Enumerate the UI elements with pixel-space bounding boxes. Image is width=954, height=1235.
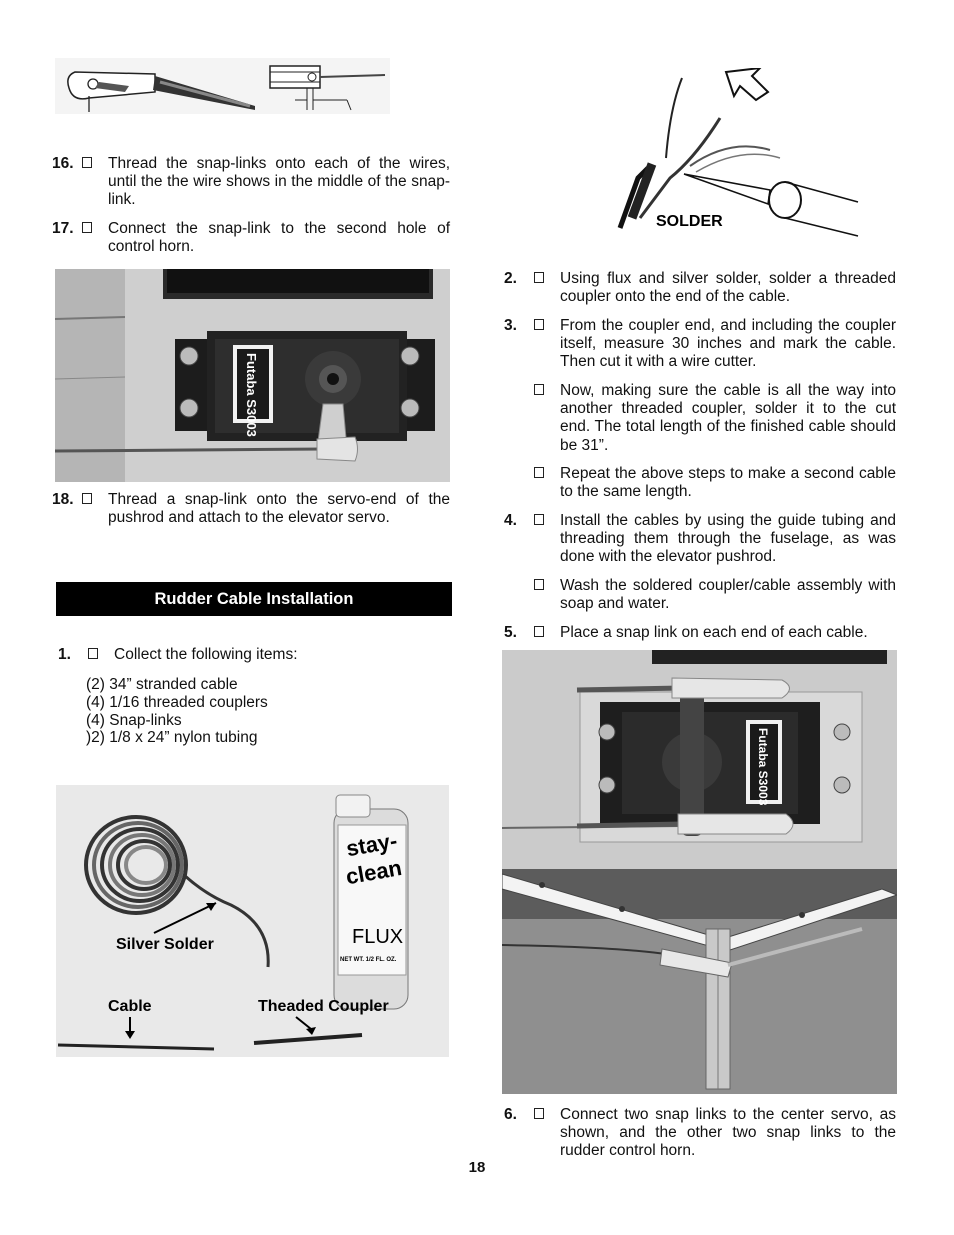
checkbox[interactable] bbox=[534, 579, 544, 590]
step-text: Thread the snap-links onto each of the wires, until the the wire shows in the middle of the snap-link. bbox=[108, 155, 450, 209]
step-number: 4. bbox=[504, 512, 517, 529]
list-item: (4) 1/16 threaded couplers bbox=[86, 693, 268, 711]
step-18 bbox=[52, 491, 450, 531]
checkbox[interactable] bbox=[534, 319, 544, 330]
rudder-step-1 bbox=[58, 646, 450, 666]
rudder-horn-photo bbox=[502, 869, 897, 1094]
list-item: )2) 1/8 x 24” nylon tubing bbox=[86, 729, 258, 747]
step-3c bbox=[504, 465, 896, 505]
checkbox[interactable] bbox=[534, 514, 544, 525]
supplies-photo bbox=[56, 785, 449, 1057]
step-text: Now, making sure the cable is all the way into another threaded coupler, solder it to the cut end. The total length of the finished cable should be 31”. bbox=[560, 382, 896, 454]
step-text: Thread a snap-link onto the servo-end of the pushrod and attach to the elevator servo. bbox=[108, 491, 450, 527]
silver-solder-label: Silver Solder bbox=[116, 936, 214, 953]
checkbox[interactable] bbox=[88, 648, 98, 659]
step-text: Repeat the above steps to make a second cable to the same length. bbox=[560, 465, 896, 501]
step-number: 16. bbox=[52, 155, 74, 172]
snap-link-diagram bbox=[55, 58, 390, 114]
section-heading: Rudder Cable Installation bbox=[56, 582, 452, 616]
step-number: 18. bbox=[52, 491, 74, 508]
step-17 bbox=[52, 220, 450, 260]
coupler-label: Theaded Coupler bbox=[258, 998, 389, 1015]
step-number: 2. bbox=[504, 270, 517, 287]
checkbox[interactable] bbox=[534, 384, 544, 395]
cable-label: Cable bbox=[108, 998, 152, 1015]
step-number: 6. bbox=[504, 1106, 517, 1123]
servo-label-text: Futaba S3003 bbox=[244, 353, 259, 437]
step-4b bbox=[504, 577, 896, 617]
servo-label-text-2: Futaba S3003 bbox=[756, 728, 770, 806]
step-text: Wash the soldered coupler/cable assembly with soap and water. bbox=[560, 577, 896, 613]
step-number: 5. bbox=[504, 624, 517, 641]
checkbox[interactable] bbox=[534, 467, 544, 478]
step-6 bbox=[504, 1106, 896, 1164]
step-text: Install the cables by using the guide tubing and threading them through the fuselage, as was done with the elevator pushrod. bbox=[560, 512, 896, 566]
step-text: From the coupler end, and including the coupler itself, measure 30 inches and mark the cable. Then cut it with a wire cutter. bbox=[560, 317, 896, 371]
checkbox[interactable] bbox=[534, 626, 544, 637]
step-3b bbox=[504, 382, 896, 458]
checkbox[interactable] bbox=[534, 272, 544, 283]
step-text: Place a snap link on each end of each cable. bbox=[560, 624, 868, 641]
step-text: Collect the following items: bbox=[114, 646, 298, 663]
solder-label: SOLDER bbox=[656, 213, 723, 230]
servo-photo bbox=[55, 269, 450, 482]
bottle-flux: FLUX bbox=[352, 926, 404, 948]
step-2 bbox=[504, 270, 896, 310]
solder-diagram bbox=[610, 68, 860, 238]
bottle-brand-line1: stay- bbox=[344, 827, 400, 862]
list-item: (4) Snap-links bbox=[86, 711, 182, 729]
bottle-net: NET WT. 1/2 FL. OZ. bbox=[340, 957, 397, 963]
step-3 bbox=[504, 317, 896, 375]
step-4 bbox=[504, 512, 896, 570]
checkbox[interactable] bbox=[534, 1108, 544, 1119]
checkbox[interactable] bbox=[82, 493, 92, 504]
bottle-brand-line2: clean bbox=[343, 854, 404, 890]
center-servo-photo bbox=[502, 650, 897, 869]
items-list bbox=[86, 676, 426, 747]
step-text: Using flux and silver solder, solder a threaded coupler onto the end of the cable. bbox=[560, 270, 896, 306]
step-number: 3. bbox=[504, 317, 517, 334]
step-5 bbox=[504, 624, 896, 644]
step-number: 17. bbox=[52, 220, 74, 237]
list-item: (2) 34” stranded cable bbox=[86, 676, 238, 693]
step-text: Connect the snap-link to the second hole of control horn. bbox=[108, 220, 450, 256]
step-text: Connect two snap links to the center servo, as shown, and the other two snap links to the rudder control horn. bbox=[560, 1106, 896, 1160]
step-number: 1. bbox=[58, 646, 71, 663]
step-16 bbox=[52, 155, 450, 211]
checkbox[interactable] bbox=[82, 222, 92, 233]
page-number: 18 bbox=[468, 1159, 486, 1176]
checkbox[interactable] bbox=[82, 157, 92, 168]
